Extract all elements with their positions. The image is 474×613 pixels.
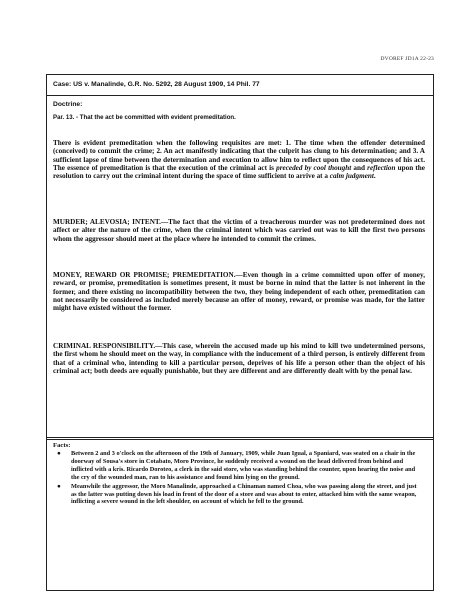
italic-phrase: calm judgment [329, 172, 374, 181]
doctrine-label: Doctrine: [53, 101, 83, 108]
facts-box [46, 437, 434, 591]
doctrine-paragraph-premeditation [53, 139, 425, 180]
case-title: Case: US v. Manalinde, G.R. No. 5292, 28 August 1909, 14 Phil. 77 [53, 81, 260, 88]
document-code-header: DVOREF JD1A 22-23 [380, 56, 434, 62]
italic-phrase: reflection [367, 163, 396, 172]
case-box [46, 74, 434, 96]
facts-list [47, 450, 423, 507]
doctrine-paragraph-criminal-responsibility: CRIMINAL RESPONSIBILITY.—This case, wherein the accused made up his mind to kill two undetermined persons, the first whom he should meet on the way, in compliance with the inducement of a third person, is entirely different from that of a criminal who, intending to kill a particular person, deprives of his life a person other than the object of his criminal act; both deeds are equally punishable, but they are different and are differently dealt with by the penal law. [53, 342, 425, 375]
bullet-icon: ● [57, 450, 61, 457]
text-segment: There is evident premeditation when the following requisites are met: 1. The time when the offender determined (conceived) to commit the crime; 2. An act manifestly indicating that the culprit has clung to his determination; and 3. A sufficient lapse of time between the determination and execution to allow him to reflect upon the consequences of his act. The essence of premeditation is that the execution of the criminal act is [53, 139, 425, 172]
doctrine-paragraph-murder: MURDER; ALEVOSIA; INTENT.—The fact that the victim of a treacherous murder was not predetermined does not affect or alter the nature of the crime, when the criminal intent which was carried out was to kill the first two persons whom the aggressor should meet at the place where he intended to commit the crimes. [53, 218, 425, 243]
list-item [57, 482, 423, 507]
text-segment: . [373, 172, 376, 181]
doctrine-box [46, 95, 434, 440]
doctrine-paragraph-money-reward: MONEY, REWARD OR PROMISE; PREMEDITATION.—Even though in a crime committed upon offer of money, reward, or promise, premeditation is sometimes present, it must be borne in mind that the latter is not inherent in the former, and there existing no incompatibility between the two, they being independent of each other, premeditation can not necessarily be considered as included merely because an offer of money, reward, or promise was made, for the latter might have existed without the former. [53, 271, 425, 313]
text-segment: upon the resolution to carry out the criminal intent during the space of time sufficient to arrive at a [53, 163, 425, 181]
italic-phrase: preceded by cool thought [276, 163, 352, 172]
fact-text: Meanwhile the aggressor, the Moro Manalinde, approached a Chinaman named Choa, who was passing along the street, and just as the latter was putting down his load in front of the door of a store and was about to enter, attacked him with the same weapon, inflicting a severe wound in the left shoulder, on account of which he fell to the ground. [71, 482, 417, 506]
list-item [57, 450, 423, 482]
fact-text: Between 2 and 3 o'clock on the afternoon of the 19th of January, 1909, while Juan Igual, a Spaniard, was seated on a chair in the doorway of Sousa's store in Cotabato, Moro Province, he suddenly received a wound on the head delivered from behind and inflicted with a kris. Ricardo Doroteo, a clerk in the said store, who was standing behind the counter, upon hearing the noise and the cry of the wounded man, ran to his assistance and found him lying on the ground. [71, 450, 416, 481]
paragraph-heading: Par. 13. - That the act be committed with evident premeditation. [53, 114, 236, 121]
facts-label: Facts: [53, 442, 71, 449]
bullet-icon: ● [57, 482, 61, 490]
text-segment: and [351, 163, 368, 172]
